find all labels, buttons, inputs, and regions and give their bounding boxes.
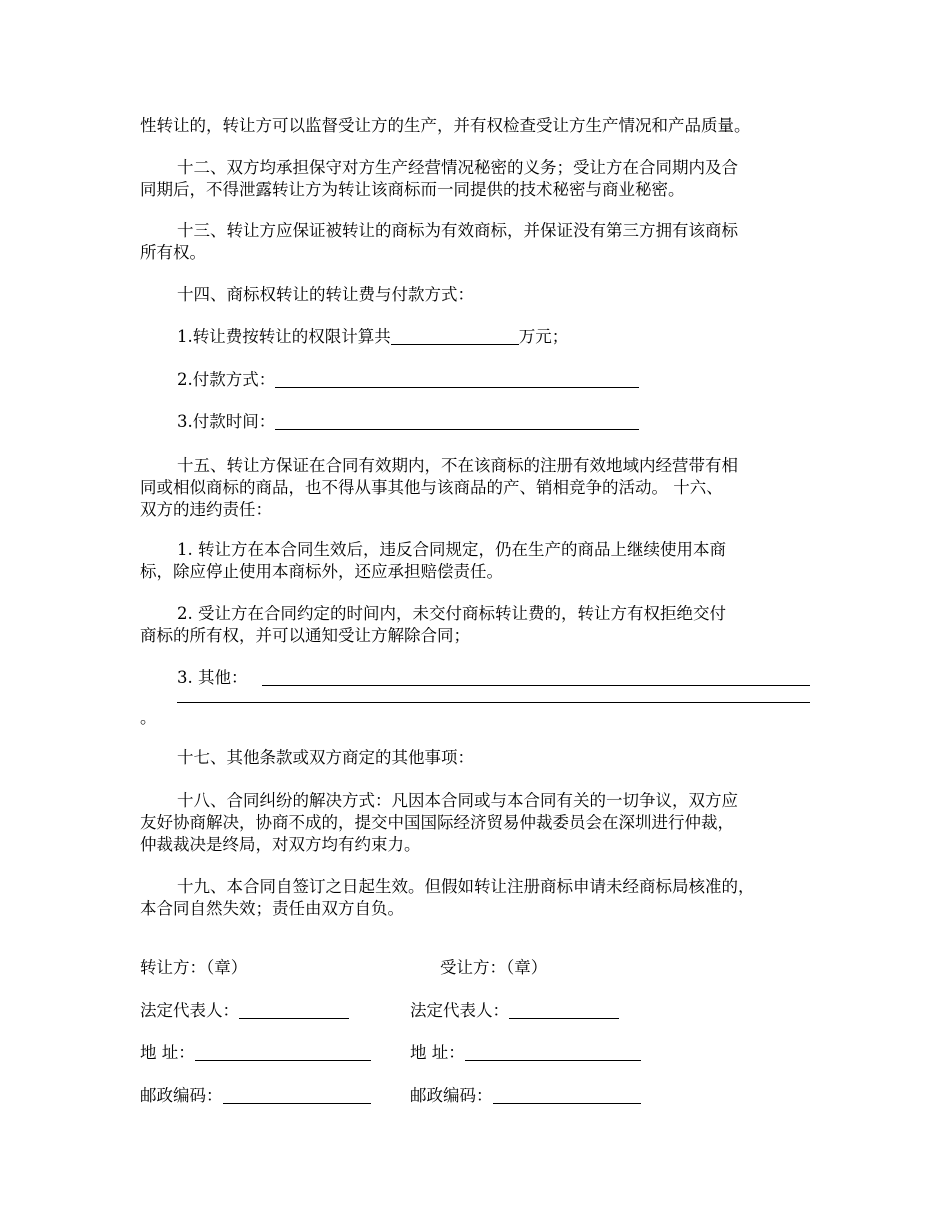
para-16-item-1-line-1: 1. 转让方在本合同生效后，违反合同规定，仍在生产的商品上继续使用本商 — [177, 540, 726, 559]
para-12-line-2: 同期后，不得泄露转让方为转让该商标而一同提供的技术秘密与商业秘密。 — [140, 180, 685, 199]
item-1-unit: 万元； — [518, 327, 569, 346]
payment-time-blank — [275, 413, 639, 430]
other-label: 3. 其他： — [177, 668, 248, 687]
para-16-item-2-line-2: 商标的所有权，并可以通知受让方解除合同； — [140, 626, 470, 645]
legal-rep-label: 法定代表人： — [410, 1001, 509, 1020]
para-13-line-1: 十三、转让方应保证被转让的商标为有效商标，并保证没有第三方拥有该商标 — [177, 221, 738, 240]
other-blank-line-1 — [262, 685, 810, 686]
para-11-tail: 性转让的，转让方可以监督受让方的生产，并有权检查受让方生产情况和产品质量。 — [140, 116, 751, 135]
payment-method-label: 2.付款方式： — [177, 370, 276, 389]
payment-time-label: 3.付款时间： — [177, 412, 276, 431]
transferor-seal-label: 转让方：（章） — [140, 958, 248, 977]
para-18-line-3: 仲裁裁决是终局，对双方均有约束力。 — [140, 835, 421, 854]
transferor-postal-code-blank — [223, 1087, 371, 1104]
para-13-line-2: 所有权。 — [140, 243, 206, 262]
para-14-heading: 十四、商标权转让的转让费与付款方式： — [177, 285, 474, 304]
para-19-line-1: 十九、本合同自签订之日起生效。但假如转让注册商标申请未经商标局核准的， — [177, 877, 755, 896]
transferee-legal-rep-blank — [509, 1002, 619, 1019]
para-15-line-2: 同或相似商标的商品，也不得从事其他与该商品的产、销相竞争的活动。 十六、 — [140, 478, 723, 497]
transferee-postal-code-blank — [493, 1087, 641, 1104]
para-15-line-3: 双方的违约责任： — [140, 500, 272, 519]
transferor-address-blank — [195, 1044, 371, 1061]
para-18-line-1: 十八、合同纠纷的解决方式：凡因本合同或与本合同有关的一切争议，双方应 — [177, 791, 738, 810]
payment-method-blank — [275, 371, 639, 388]
transferor-legal-rep-blank — [239, 1002, 349, 1019]
para-14-item-3 — [177, 411, 639, 433]
para-14-item-1 — [177, 326, 568, 348]
transferee-address — [410, 1042, 641, 1064]
para-15-line-1: 十五、转让方保证在合同有效期内，不在该商标的注册有效地域内经营带有相 — [177, 456, 738, 475]
address-label: 地 址： — [140, 1043, 195, 1062]
transferee-seal-label: 受让方：（章） — [440, 958, 548, 977]
para-14-item-2 — [177, 369, 639, 391]
para-16-item-1-line-2: 标，除应停止使用本商标外，还应承担赔偿责任。 — [140, 562, 503, 581]
para-16-item-3 — [177, 667, 248, 689]
fee-amount-blank — [391, 328, 519, 345]
item-1-label: 1.转让费按转让的权限计算共 — [177, 327, 391, 346]
postal-code-label: 邮政编码： — [140, 1086, 223, 1105]
transferor-legal-rep — [140, 1000, 349, 1022]
transferor-postal-code — [140, 1085, 371, 1107]
postal-code-label: 邮政编码： — [410, 1086, 493, 1105]
transferor-address — [140, 1042, 371, 1064]
other-blank-line-2 — [177, 702, 810, 703]
transferee-legal-rep — [410, 1000, 619, 1022]
address-label: 地 址： — [410, 1043, 465, 1062]
para-18-line-2: 友好协商解决，协商不成的，提交中国国际经济贸易仲裁委员会在深圳进行仲裁， — [140, 813, 734, 832]
para-17: 十七、其他条款或双方商定的其他事项： — [177, 748, 474, 767]
para-12-line-1: 十二、双方均承担保守对方生产经营情况秘密的义务；受让方在合同期内及合 — [177, 158, 738, 177]
transferee-postal-code — [410, 1085, 641, 1107]
para-16-item-2-line-1: 2. 受让方在合同约定的时间内，未交付商标转让费的，转让方有权拒绝交付 — [177, 604, 726, 623]
other-end-mark: 。 — [140, 708, 157, 727]
transferee-address-blank — [465, 1044, 641, 1061]
para-19-line-2: 本合同自然失效；责任由双方自负。 — [140, 899, 404, 918]
legal-rep-label: 法定代表人： — [140, 1001, 239, 1020]
